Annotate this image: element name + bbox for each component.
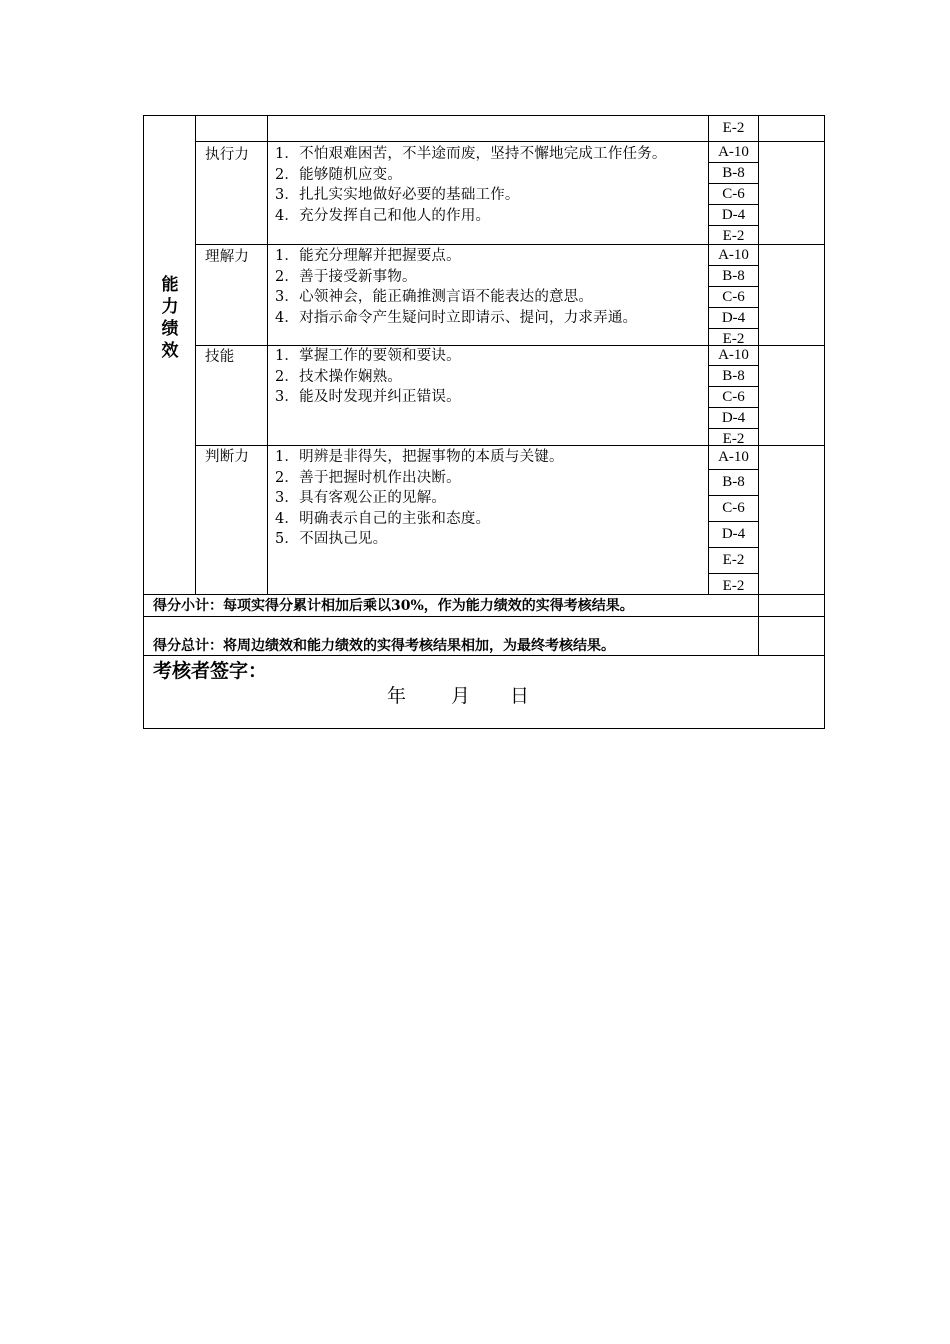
grade-cell: A-10 — [709, 142, 758, 163]
criteria-line: 4．明确表示自己的主张和态度。 — [275, 510, 491, 527]
grade-cell: D-4 — [709, 205, 758, 226]
grade-cell: E-2 — [722, 228, 745, 244]
grades-execution — [709, 142, 758, 247]
criteria-line: 4．充分发挥自己和他人的作用。 — [275, 207, 491, 224]
grade-cell: B-8 — [709, 470, 758, 496]
criteria-line: 1．掌握工作的要领和要诀。 — [275, 348, 461, 364]
criteria-line: 3．心领神会，能正确推测言语不能表达的意思。 — [275, 289, 594, 305]
grade-cell: D-4 — [709, 308, 758, 329]
grades-judgment — [709, 446, 758, 598]
criteria-line: 1．能充分理解并把握要点。 — [275, 248, 461, 264]
criteria-line: 4．对指示命令产生疑问时立即请示、提问，力求弄通。 — [275, 309, 638, 326]
grade-cell: E-2 — [722, 578, 745, 594]
item-name-judgment: 判断力 — [205, 449, 250, 465]
grade-cell: C-6 — [709, 184, 758, 205]
signature-date — [387, 683, 529, 709]
criteria-line: 3．具有客观公正的见解。 — [275, 490, 447, 506]
criteria-line: 2．技术操作娴熟。 — [275, 368, 403, 385]
criteria-execution — [275, 144, 705, 226]
grade-cell: B-8 — [709, 266, 758, 287]
criteria-line: 3．扎扎实实地做好必要的基础工作。 — [275, 187, 520, 203]
criteria-skill — [275, 346, 705, 408]
grade-top: E-2 — [722, 120, 745, 136]
signature-label: 考核者签字： — [153, 660, 268, 682]
date-month: 月 — [451, 685, 471, 707]
criteria-line: 1．不怕艰难困苦，不半途而废，坚持不懈地完成工作任务。 — [275, 146, 667, 162]
assessment-table — [143, 115, 825, 729]
criteria-line: 5．不固执己见。 — [275, 531, 388, 547]
criteria-understanding — [275, 246, 705, 328]
col-divider-category — [195, 116, 196, 594]
grades-understanding — [709, 245, 758, 349]
criteria-line: 1．明辨是非得失，把握事物的本质与关键。 — [275, 449, 564, 465]
grade-cell: C-6 — [709, 387, 758, 408]
criteria-line: 3．能及时发现并纠正错误。 — [275, 389, 461, 405]
grade-cell: C-6 — [709, 496, 758, 522]
grade-cell: D-4 — [709, 522, 758, 548]
grades-skill — [709, 346, 758, 449]
category-label — [160, 274, 180, 362]
total-label: 得分总计： — [153, 638, 223, 654]
item-name-skill: 技能 — [205, 349, 235, 365]
grade-cell: A-10 — [709, 446, 758, 470]
criteria-line: 2．善于把握时机作出决断。 — [275, 469, 461, 486]
grade-cell: E-2 — [709, 548, 758, 574]
subtotal-row — [153, 597, 634, 615]
row-divider-total — [144, 616, 825, 617]
col-divider-item — [267, 116, 268, 594]
item-name-execution: 执行力 — [205, 147, 250, 163]
subtotal-label: 得分小计： — [153, 598, 223, 614]
criteria-line: 2．善于接受新事物。 — [275, 268, 417, 285]
date-day: 日 — [510, 685, 530, 707]
date-year: 年 — [387, 685, 407, 707]
grade-cell: A-10 — [709, 245, 758, 266]
criteria-line: 2．能够随机应变。 — [275, 166, 403, 183]
grade-cell: B-8 — [709, 366, 758, 387]
total-row — [153, 637, 615, 655]
grade-cell: E-2 — [722, 431, 745, 447]
criteria-judgment — [275, 447, 705, 550]
category-label-text: 能力绩效 — [161, 275, 179, 361]
grade-cell: A-10 — [709, 346, 758, 366]
row-divider-signature — [144, 655, 825, 656]
grade-cell: D-4 — [709, 408, 758, 429]
grade-cell: E-2 — [722, 331, 745, 347]
total-text: 将周边绩效和能力绩效的实得考核结果相加，为最终考核结果。 — [223, 638, 615, 654]
item-name-understanding: 理解力 — [205, 249, 250, 265]
col-divider-grade — [758, 116, 759, 655]
grade-cell: C-6 — [709, 287, 758, 308]
grade-cell: B-8 — [709, 163, 758, 184]
subtotal-text: 每项实得分累计相加后乘以30%，作为能力绩效的实得考核结果。 — [223, 598, 634, 614]
